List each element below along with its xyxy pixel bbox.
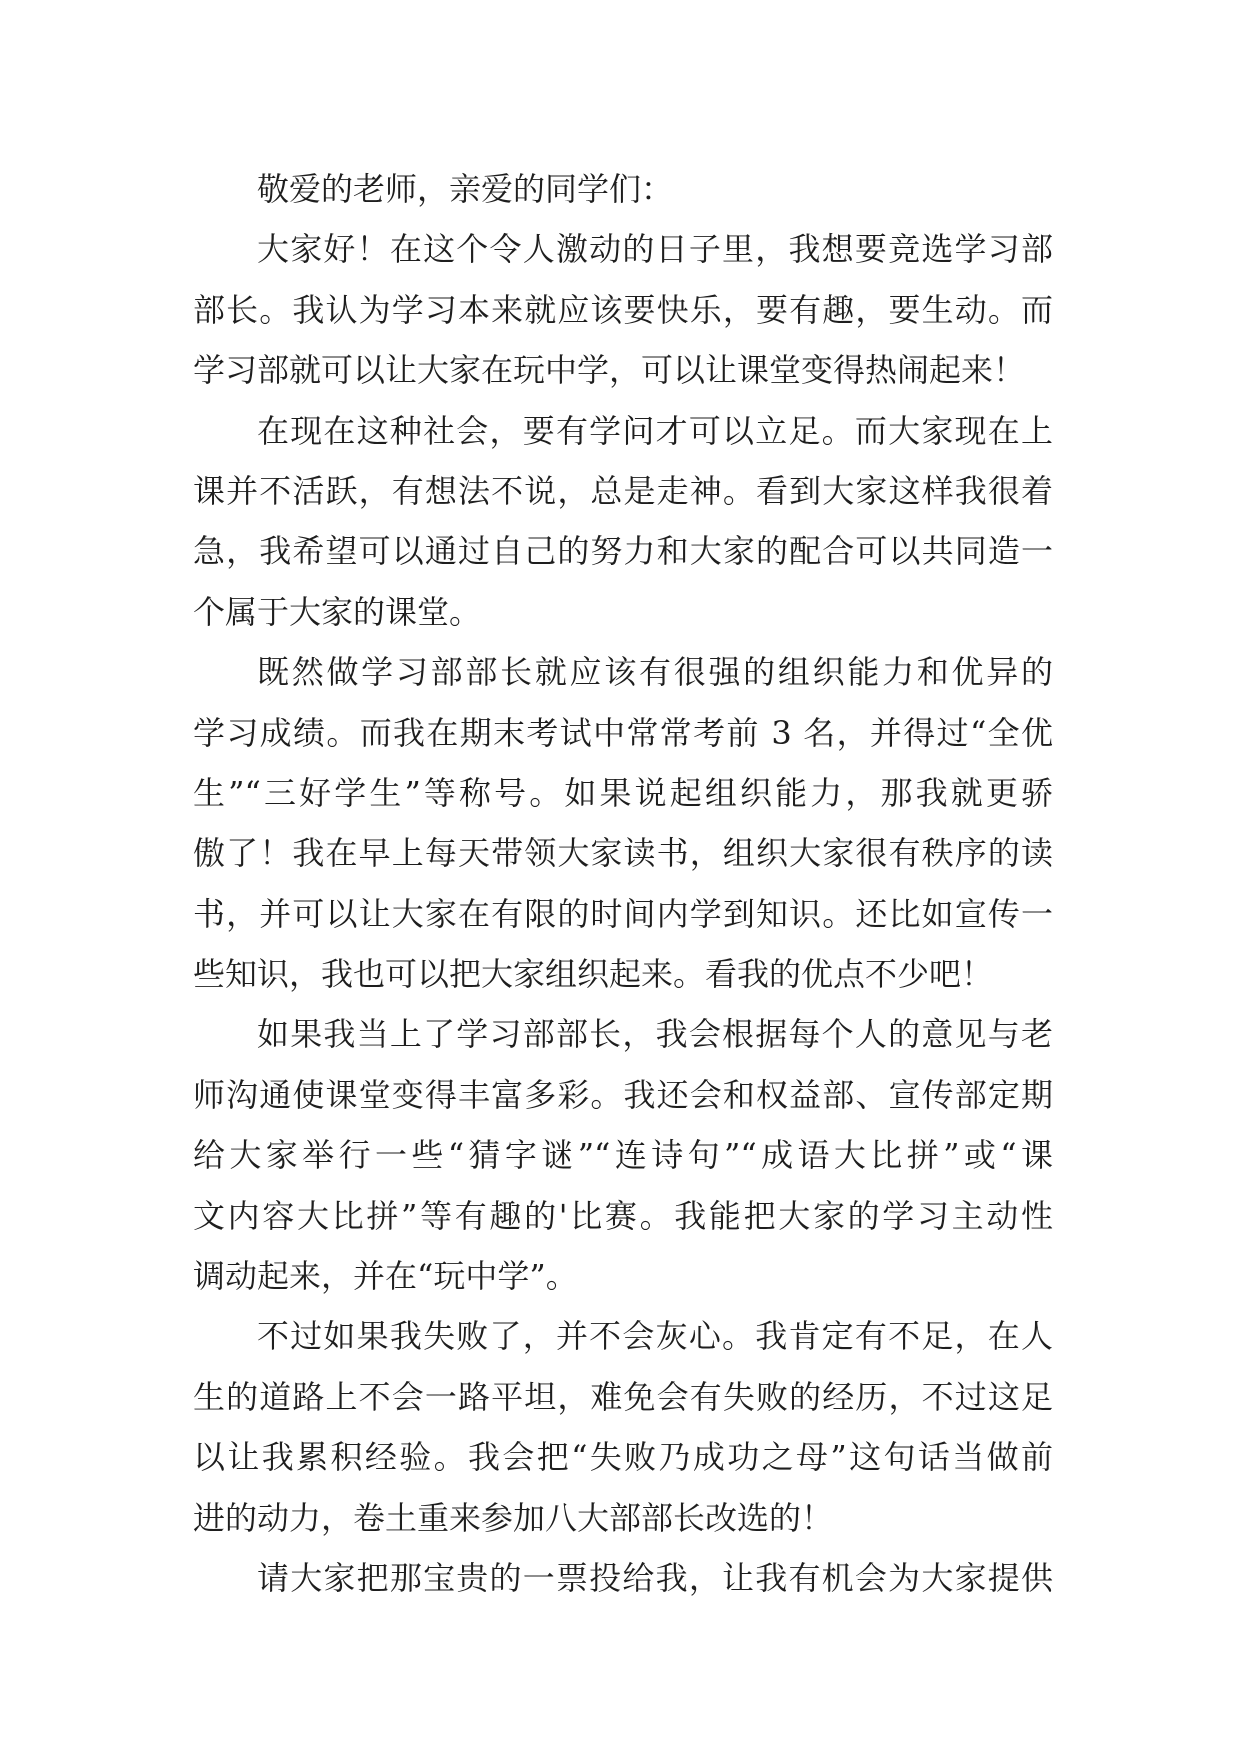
text-line: 调动起来，并在“玩中学”。 — [193, 1257, 578, 1296]
text-lines — [193, 159, 1053, 1608]
text-line: 急，我希望可以通过自己的努力和大家的配合可以共同造一 — [193, 532, 1053, 571]
text-line: 课并不活跃，有想法不说，总是走神。看到大家这样我很着 — [193, 471, 1053, 510]
text-line: 生”“三好学生”等称号。如果说起组织能力，那我就更骄 — [193, 773, 1053, 812]
text-line: 部长。我认为学习本来就应该要快乐，要有趣，要生动。而 — [193, 290, 1053, 329]
text-line: 给大家举行一些“猜字谜”“连诗句”“成语大比拼”或“课 — [193, 1136, 1053, 1175]
text-line: 如果我当上了学习部部长，我会根据每个人的意见与老 — [257, 1015, 1053, 1054]
text-line: 学习部就可以让大家在玩中学，可以让课堂变得热闹起来！ — [193, 351, 1026, 390]
text-line: 大家好！在这个令人激动的日子里，我想要竞选学习部 — [257, 230, 1053, 269]
text-line: 进的动力，卷土重来参加八大部部长改选的！ — [193, 1498, 834, 1537]
text-line: 既然做学习部部长就应该有很强的组织能力和优异的 — [257, 653, 1053, 692]
text-line: 生的道路上不会一路平坦，难免会有失败的经历，不过这足 — [193, 1377, 1053, 1416]
text-line: 文内容大比拼”等有趣的'比赛。我能把大家的学习主动性 — [193, 1196, 1053, 1235]
text-line: 以让我累积经验。我会把“失败乃成功之母”这句话当做前 — [193, 1438, 1053, 1477]
text-line: 师沟通使课堂变得丰富多彩。我还会和权益部、宣传部定期 — [193, 1075, 1053, 1114]
text-line: 些知识，我也可以把大家组织起来。看我的优点不少吧！ — [193, 955, 994, 994]
text-line: 个属于大家的课堂。 — [193, 592, 482, 631]
text-line: 敬爱的老师，亲爱的同学们： — [257, 170, 674, 208]
speech-body — [193, 159, 1053, 1608]
text-line: 书，并可以让大家在有限的时间内学到知识。还比如宣传一 — [193, 894, 1053, 933]
text-line: 请大家把那宝贵的一票投给我，让我有机会为大家提供 — [257, 1558, 1053, 1597]
text-line: 不过如果我失败了，并不会灰心。我肯定有不足，在人 — [257, 1317, 1053, 1356]
text-line: 学习成绩。而我在期末考试中常常考前 3 名，并得过“全优 — [193, 713, 1053, 752]
text-line: 傲了！我在早上每天带领大家读书，组织大家很有秩序的读 — [193, 834, 1053, 873]
text-line: 在现在这种社会，要有学问才可以立足。而大家现在上 — [257, 411, 1053, 450]
